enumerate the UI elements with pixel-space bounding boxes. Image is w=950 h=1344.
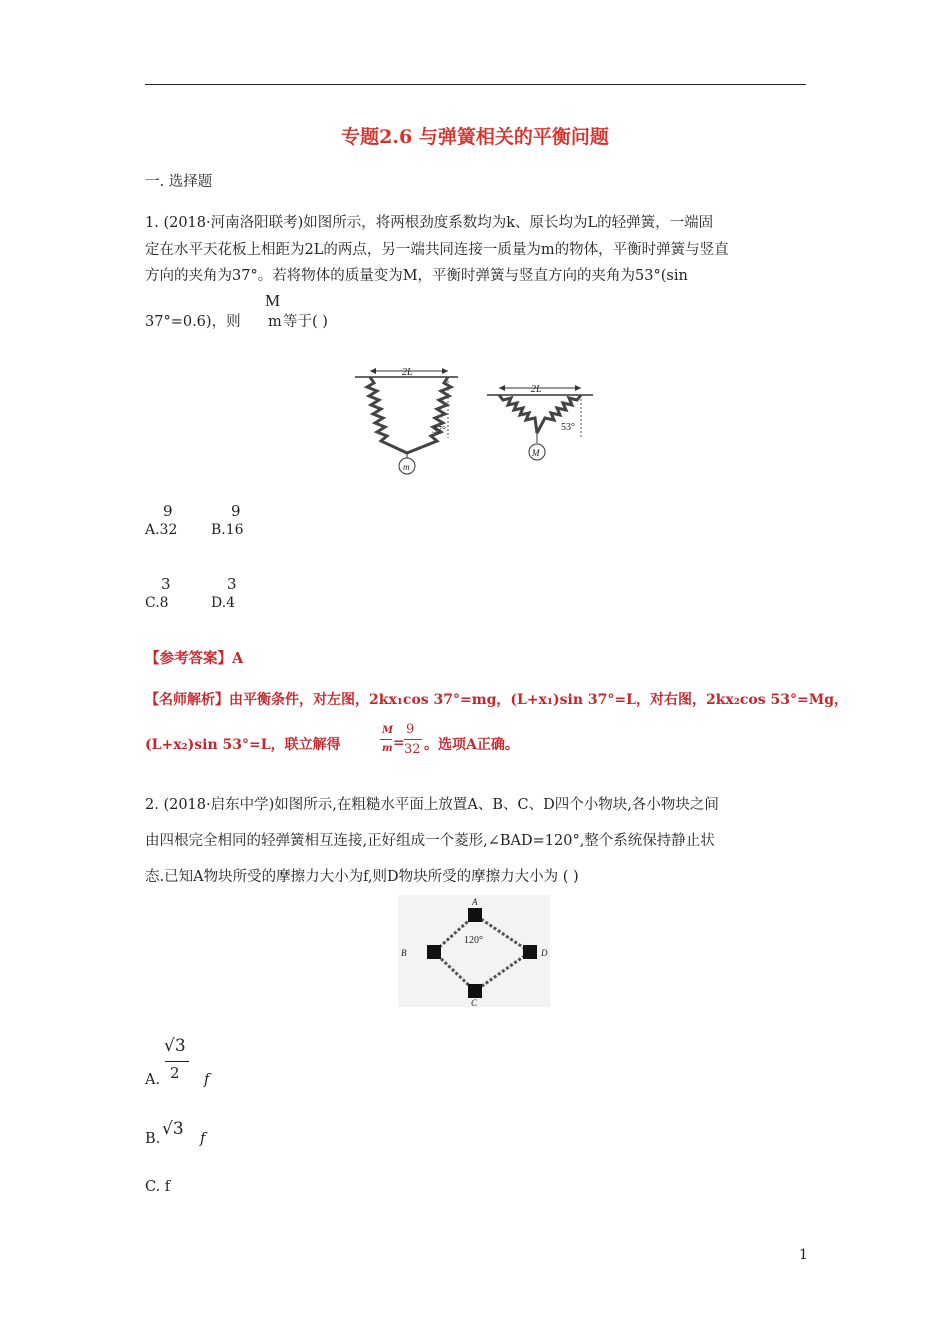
q1-option-d: D.4 [211,595,236,611]
q1-option-c: C.8 [145,595,169,611]
q2-option-a-f: f [204,1072,210,1088]
q2-option-a-fraction-bar [165,1061,189,1062]
q2-option-a-denominator: 2 [170,1064,180,1082]
left-span-label: 2L [402,367,413,378]
q1-option-d-numerator: 3 [227,575,237,593]
q1-analysis-frac-bar [380,739,392,740]
q1-line-4a: 37°=0.6)，则 [145,314,241,330]
header-rule [145,84,806,85]
q1-analysis-result-den: 32 [404,742,421,757]
q2-option-a-radical: √3 [164,1036,186,1056]
q2-line-3: 态.已知A物块所受的摩擦力大小为f,则D物块所受的摩擦力大小为 ( ) [145,869,579,885]
q1-figure-right [485,378,595,468]
label-b: B [401,948,407,958]
q1-analysis-line-2b: 。选项A正确。 [424,737,519,753]
q1-analysis-line-2a: (L+x₂)sin 53°=L，联立解得 [145,737,341,753]
q1-analysis-result-num: 9 [406,722,415,737]
q2-option-c: C. f [145,1179,171,1195]
q1-analysis-equals: = [393,735,405,751]
q1-line-4b: 等于( ) [283,314,328,330]
angle-label: 120° [464,935,483,946]
q2-option-b-f: f [200,1131,206,1147]
q1-line-2: 定在水平天花板上相距为2L的两点，另一端共同连接一质量为m的物体，平衡时弹簧与竖直 [145,242,729,258]
q1-option-b: B.16 [211,522,244,538]
right-span-label: 2L [531,384,542,395]
label-c: C [471,998,478,1007]
q1-answer: 【参考答案】A [145,650,244,667]
q1-analysis-result-bar [404,739,422,740]
q1-fraction-denominator: m [268,314,282,330]
q1-analysis-frac-den: m [382,743,393,754]
q1-fraction-numerator: M [265,291,281,310]
q1-option-a-numerator: 9 [163,502,173,520]
q1-option-a: A.32 [145,522,178,538]
q1-figure-left [350,363,460,478]
right-mass-label: M [532,448,540,458]
page-title: 专题2.6 与弹簧相关的平衡问题 [341,126,609,148]
q1-line-3: 方向的夹角为37°。若将物体的质量变为M，平衡时弹簧与竖直方向的夹角为53°(sin [145,268,688,284]
left-angle-label: 37° [432,425,446,436]
left-mass-label: m [403,462,410,472]
q2-line-1: 2. (2018·启东中学)如图所示,在粗糙水平面上放置A、B、C、D四个小物块,各小物块之间 [145,797,719,813]
page-number: 1 [799,1247,808,1263]
q2-line-2: 由四根完全相同的轻弹簧相互连接,正好组成一个菱形,∠BAD=120°,整个系统保持静止状 [145,833,715,849]
section-heading: 一. 选择题 [145,174,213,190]
label-a: A [472,897,478,907]
q1-analysis-frac-num: M [382,725,394,736]
q2-option-a-label: A. [145,1072,161,1088]
q1-option-b-numerator: 9 [231,502,241,520]
q1-analysis-line-1: 【名师解析】由平衡条件，对左图，2kx₁cos 37°=mg，(L+x₁)sin 37°=L，对右图，2kx₂cos 53°=Mg， [145,692,848,708]
q2-rhombus-figure [398,895,550,1007]
q1-option-c-numerator: 3 [161,575,171,593]
label-d: D [541,948,548,958]
q2-option-b-radical: √3 [162,1119,184,1139]
q1-line-1: 1. (2018·河南洛阳联考)如图所示，将两根劲度系数均为k、原长均为L的轻弹簧，一端固 [145,215,714,231]
q2-option-b-label: B. [145,1131,161,1147]
right-angle-label: 53° [561,422,575,433]
